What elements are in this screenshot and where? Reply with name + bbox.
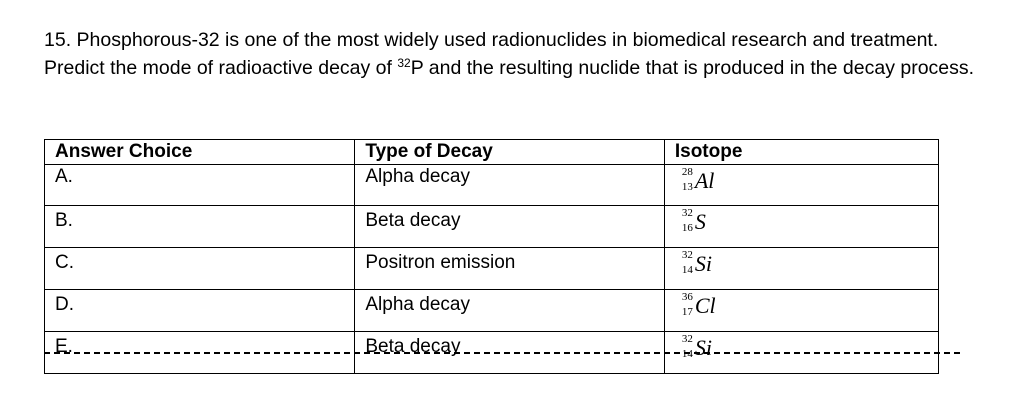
answer-choice-cell: D. <box>45 290 355 332</box>
dashed-separator <box>44 352 960 354</box>
question-text <box>44 26 984 82</box>
question-body-end: and the resulting nuclide that is produced in the decay process. <box>423 57 975 79</box>
question-number: 15. <box>44 29 72 51</box>
header-isotope: Isotope <box>664 140 938 165</box>
header-answer-choice: Answer Choice <box>45 140 355 165</box>
nuclide-notation <box>675 165 755 199</box>
table-row <box>45 248 939 290</box>
nuclide-notation <box>675 290 755 324</box>
mass-number: 32 <box>681 249 693 261</box>
decay-type-cell: Positron emission <box>355 248 664 290</box>
mass-number: 32 <box>681 333 693 345</box>
header-type-of-decay: Type of Decay <box>355 140 664 165</box>
atomic-number: 14 <box>681 264 693 276</box>
mass-number: 32 <box>681 207 693 219</box>
question-body-start: Phosphorous-32 is one of the most widely used radionuclides in biomedical research and treatment. Predict the mode of radioactive decay of <box>44 29 939 79</box>
atomic-number: 17 <box>681 306 693 318</box>
isotope-symbol: Si <box>694 335 712 360</box>
mass-number-superscript: 32 <box>397 56 411 70</box>
isotope-symbol: Al <box>694 168 715 193</box>
table-row <box>45 290 939 332</box>
answer-choice-cell: B. <box>45 206 355 248</box>
table-header-row <box>45 140 939 165</box>
mass-number: 36 <box>681 291 693 303</box>
isotope-symbol: Cl <box>694 293 716 318</box>
nuclide-notation <box>675 206 755 240</box>
isotope-cell <box>664 248 938 290</box>
atomic-number: 13 <box>681 181 693 193</box>
isotope-cell <box>664 206 938 248</box>
isotope-cell <box>664 290 938 332</box>
element-symbol: P <box>410 57 424 79</box>
nuclide-notation <box>675 332 755 366</box>
atomic-number: 14 <box>681 348 693 360</box>
mass-number: 28 <box>681 166 693 178</box>
isotope-symbol: Si <box>694 251 712 276</box>
answer-choice-cell: C. <box>45 248 355 290</box>
isotope-symbol: S <box>694 209 706 234</box>
decay-type-cell: Alpha decay <box>355 165 664 206</box>
decay-type-cell: Alpha decay <box>355 290 664 332</box>
table-row <box>45 165 939 206</box>
isotope-cell <box>664 165 938 206</box>
table-row <box>45 206 939 248</box>
answer-table <box>44 139 939 374</box>
decay-type-cell: Beta decay <box>355 206 664 248</box>
decay-type-cell: Beta decay <box>355 332 664 374</box>
atomic-number: 16 <box>681 222 693 234</box>
nuclide-notation <box>675 248 755 282</box>
answer-choice-cell: E. <box>45 332 355 374</box>
answer-choice-cell: A. <box>45 165 355 206</box>
